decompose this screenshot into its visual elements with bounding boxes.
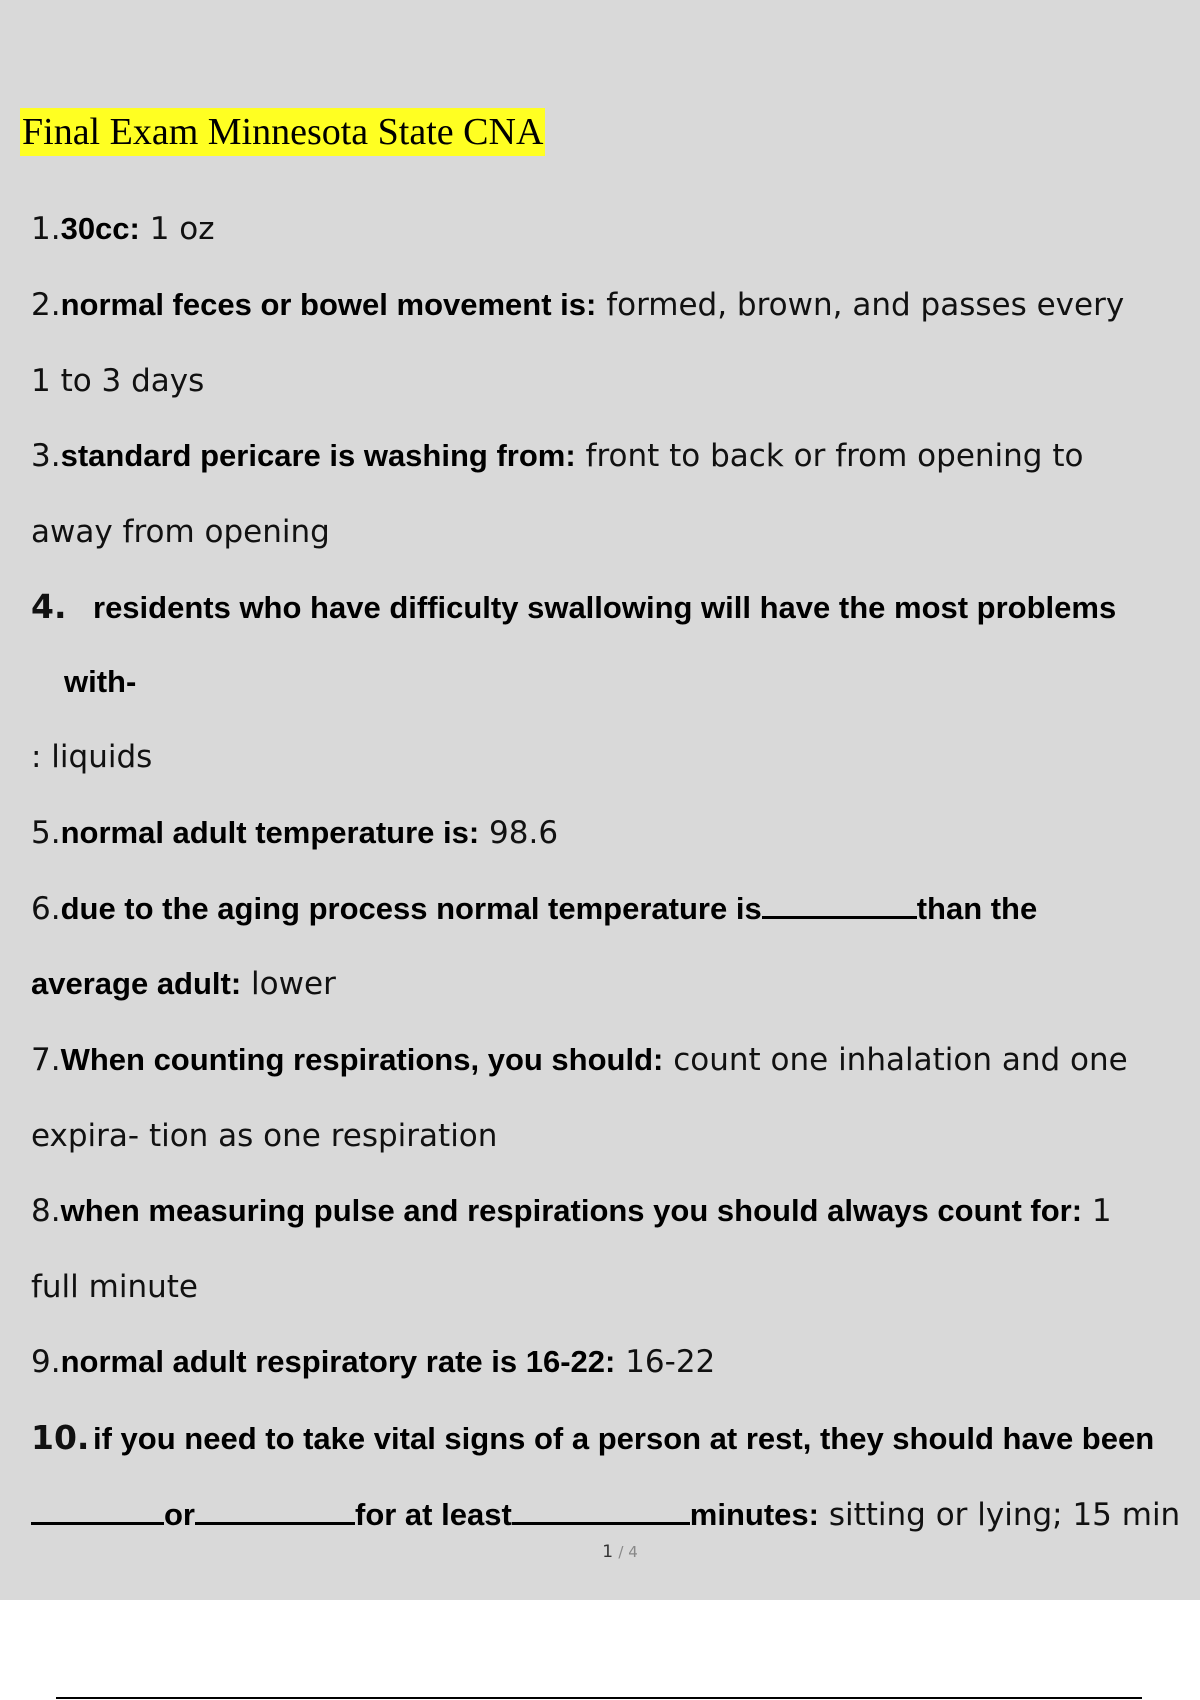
- item-number: 5.: [31, 815, 61, 851]
- question-text: average adult:: [31, 966, 242, 1001]
- answer-text: 1: [1082, 1193, 1112, 1229]
- answer-text: 98.6: [479, 815, 559, 851]
- answer-text: front to back or from opening to: [575, 438, 1084, 474]
- question-text: standard pericare is washing from:: [60, 438, 576, 473]
- question-text: normal feces or bowel movement is:: [60, 287, 597, 322]
- item-number: 4.: [31, 587, 67, 626]
- list-item: [31, 888, 1037, 929]
- list-item: [31, 436, 1083, 476]
- item-number: 2.: [31, 287, 61, 323]
- item-number: 6.: [31, 891, 61, 927]
- list-item-continuation: [31, 512, 330, 552]
- item-number: 3.: [31, 438, 61, 474]
- page-number: [0, 1542, 1200, 1562]
- list-item-continuation: [31, 1494, 1180, 1535]
- answer-text: formed, brown, and passes every: [596, 287, 1125, 323]
- list-item: [31, 1191, 1112, 1231]
- question-text: residents who have difficulty swallowing will have the most problems: [93, 590, 1117, 625]
- list-item: [31, 1342, 715, 1382]
- question-text: with-: [64, 664, 137, 699]
- list-item-continuation: [31, 1116, 497, 1156]
- list-item: [31, 209, 215, 249]
- answer-text: full minute: [31, 1269, 198, 1305]
- item-number: 9.: [31, 1344, 61, 1380]
- answer-text: expira- tion as one respiration: [31, 1118, 498, 1154]
- question-text: When counting respirations, you should:: [60, 1042, 664, 1077]
- answer-text: lower: [241, 966, 336, 1002]
- question-text: if you need to take vital signs of a person at rest, they should have been: [93, 1421, 1155, 1456]
- item-number: 8.: [31, 1193, 61, 1229]
- list-item-continuation: [31, 1267, 198, 1307]
- answer-text: away from opening: [31, 514, 330, 550]
- question-text: due to the aging process normal temperature is: [60, 891, 762, 926]
- list-item: [31, 587, 1116, 628]
- list-item-continuation: [31, 964, 336, 1004]
- question-text: normal adult temperature is:: [60, 815, 480, 850]
- answer-text: 1 oz: [139, 211, 215, 247]
- answer-text: sitting or lying; 15 min: [818, 1497, 1181, 1533]
- answer-text: : liquids: [31, 739, 153, 775]
- list-item: [31, 1040, 1128, 1080]
- question-text: minutes:: [689, 1497, 819, 1532]
- list-item: [31, 1418, 1154, 1459]
- fill-in-blank: [31, 1494, 164, 1525]
- question-text: for at least: [355, 1497, 512, 1532]
- list-item: [31, 285, 1124, 325]
- fill-in-blank: [762, 888, 917, 919]
- answer-text: 16-22: [615, 1344, 716, 1380]
- total-pages: / 4: [618, 1543, 638, 1561]
- current-page: 1: [602, 1542, 614, 1562]
- list-item-continuation: [64, 662, 136, 702]
- item-number: 1.: [31, 211, 61, 247]
- next-page-rule: [56, 1697, 1142, 1699]
- list-item-continuation: [31, 737, 152, 777]
- document-title: Final Exam Minnesota State CNA: [20, 108, 545, 156]
- list-item-continuation: [31, 361, 204, 401]
- item-number: 10.: [31, 1418, 90, 1457]
- answer-text: count one inhalation and one: [663, 1042, 1128, 1078]
- question-text: or: [164, 1497, 195, 1532]
- fill-in-blank: [512, 1494, 690, 1525]
- question-text: normal adult respiratory rate is 16-22:: [60, 1344, 616, 1379]
- question-text: 30cc:: [60, 211, 140, 246]
- item-number: 7.: [31, 1042, 61, 1078]
- answer-text: 1 to 3 days: [31, 363, 205, 399]
- fill-in-blank: [195, 1494, 355, 1525]
- list-item: [31, 813, 558, 853]
- question-text: when measuring pulse and respirations you should always count for:: [60, 1193, 1083, 1228]
- question-text: than the: [916, 891, 1038, 926]
